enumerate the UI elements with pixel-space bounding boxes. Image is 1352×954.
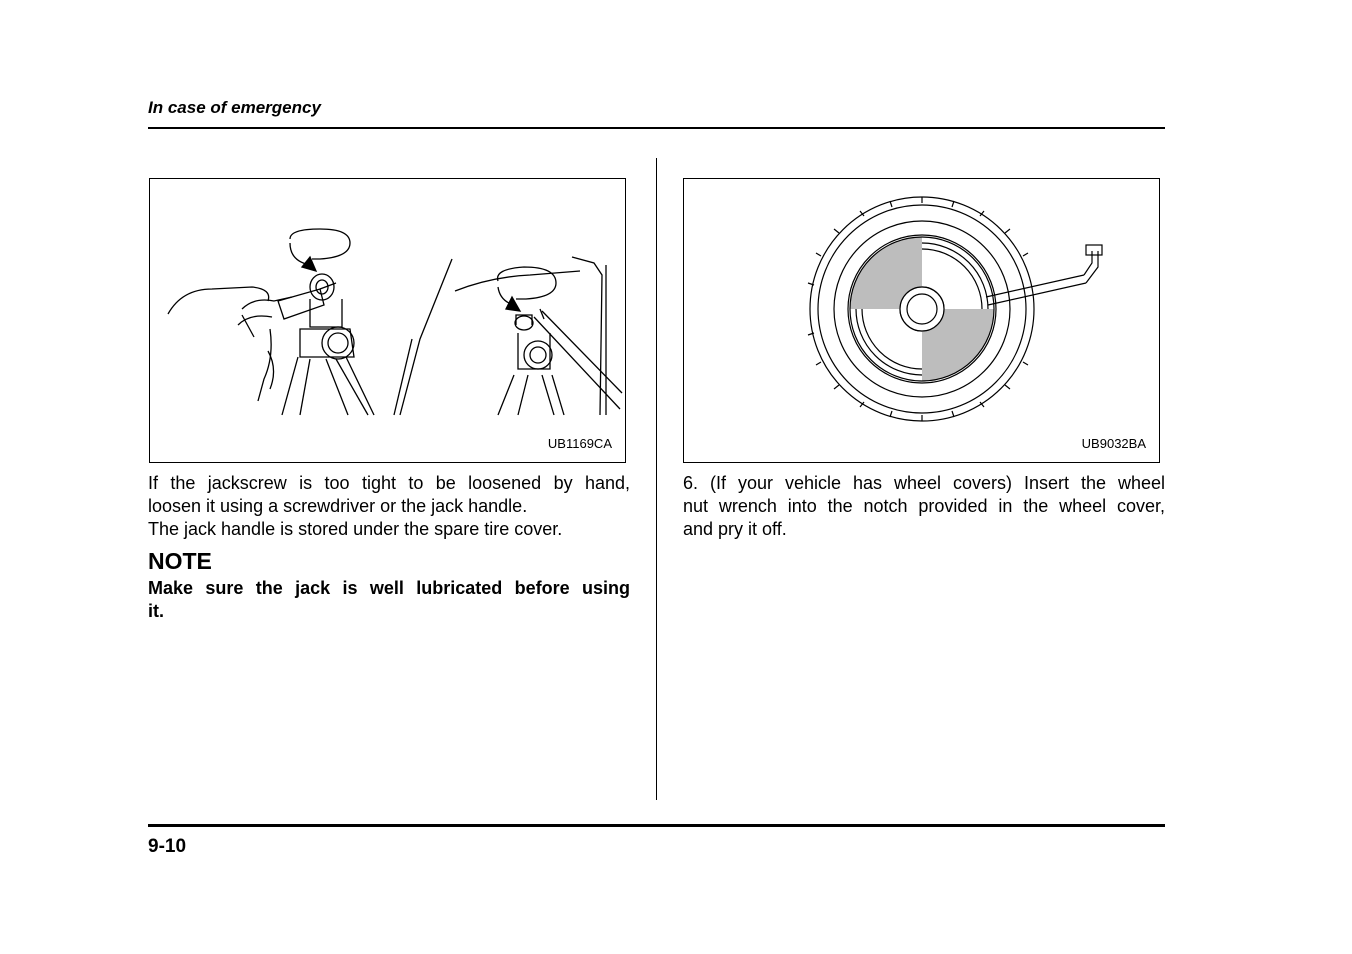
figure-code-left: UB1169CA — [547, 436, 612, 451]
wheel-cover-illustration — [683, 178, 1160, 463]
jack-illustration — [149, 178, 626, 463]
step-line: 6. (If your vehicle has wheel covers) Insert the wheel — [683, 473, 1165, 493]
step-line: and pry it off. — [683, 519, 787, 539]
step-line: nut wrench into the notch provided in the wheel cover, — [683, 496, 1165, 516]
jack-drawing — [150, 179, 627, 464]
paragraph-line: loosen it using a screwdriver or the jack handle. — [148, 496, 528, 516]
note-line: Make sure the jack is well lubricated before using — [148, 578, 630, 598]
note-line: it. — [148, 601, 164, 621]
header-rule — [148, 127, 1165, 129]
section-title: In case of emergency — [148, 98, 321, 117]
wheel-drawing — [684, 179, 1161, 464]
note-body — [148, 577, 630, 623]
column-divider — [656, 158, 657, 800]
paragraph-jack-handle: The jack handle is stored under the spare tire cover. — [148, 519, 563, 539]
figure-code-right: UB9032BA — [1081, 436, 1146, 451]
footer-rule — [148, 824, 1165, 827]
paragraph-line: If the jackscrew is too tight to be loosened by hand, — [148, 473, 630, 493]
page-number: 9-10 — [148, 836, 187, 857]
note-title: NOTE — [148, 548, 212, 574]
